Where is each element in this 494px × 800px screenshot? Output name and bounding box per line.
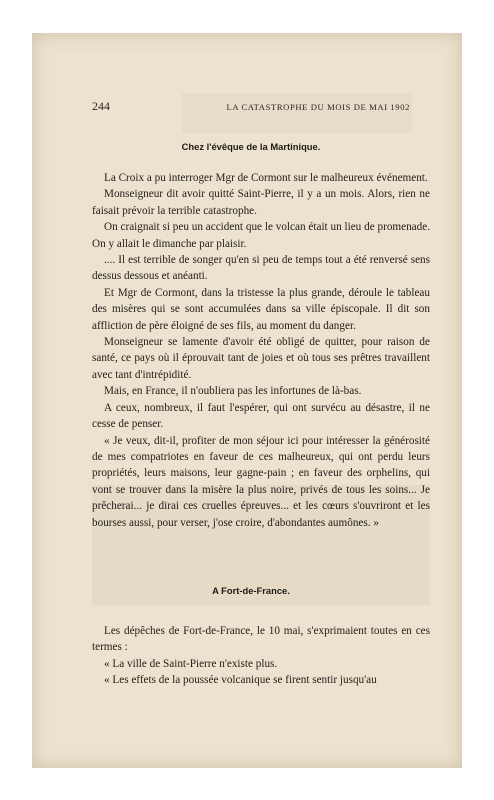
paragraph: .... Il est terrible de songer qu'en si peu de temps tout a été renversé sens dessus dessous et anéanti.: [92, 254, 430, 283]
section-body-fort-de-france: [92, 623, 430, 689]
paragraph: Mais, en France, il n'oubliera pas les infortunes de là-bas.: [104, 385, 362, 398]
paragraph: Et Mgr de Cormont, dans la tristesse la plus grande, déroule le tableau des misères qui se sont accumulées dans sa ville épiscopale. Il dit son affliction de père éloigné de ses fils, au moment du danger.: [92, 286, 430, 332]
paragraph: La Croix a pu interroger Mgr de Cormont sur le malheureux événement.: [104, 172, 428, 184]
section-heading-eveque: Chez l'évêque de la Martinique.: [181, 141, 321, 152]
section-body-eveque: [92, 170, 430, 531]
paragraph: Monseigneur se lamente d'avoir été obligé de quitter, pour raison de santé, ce pays où il éprouvait tant de joies et où tous ses prêtres travaillent avec tant d'intrépidité.: [92, 336, 430, 381]
paragraph: On craignait si peu un accident que le volcan était un lieu de promenade. On y allait le dimanche par plaisir.: [92, 221, 430, 250]
paragraph: A ceux, nombreux, il faut l'espérer, qui ont survécu au désastre, il ne cesse de penser.: [92, 401, 430, 431]
book-page: [32, 33, 462, 768]
quote-paragraph: « Je veux, dit-il, profiter de mon séjour ici pour intéresser la générosité de mes compatriotes en faveur de ces malheureux, qui ont perdu leurs propriétés, leurs maisons, leur gagne-pain ; en faveur des orphelins, qui vont se trouver dans la misère la plus noire, privés de tous les soins... Je prêcherai... je dirai ces cruelles épreuves... et les cœurs s'ouvriront et les bourses aussi, pour verser, j'ose croire, d'abondantes aumônes. »: [92, 434, 430, 529]
paragraph: Monseigneur dit avoir quitté Saint-Pierre, il y a un mois. Alors, rien ne faisait prévoir la terrible catastrophe.: [92, 188, 430, 217]
section-heading-fort-de-france: A Fort-de-France.: [212, 585, 290, 596]
paragraph: « Les effets de la poussée volcanique se firent sentir jusqu'au: [104, 674, 377, 687]
page-header: [92, 99, 410, 114]
paragraph: Les dépêches de Fort-de-France, le 10 mai, s'exprimaient toutes en ces termes :: [92, 625, 430, 654]
running-title: LA CATASTROPHE DU MOIS DE MAI 1902: [226, 102, 410, 112]
paragraph: « La ville de Saint-Pierre n'existe plus.: [104, 657, 278, 670]
page-number: 244: [92, 99, 110, 113]
